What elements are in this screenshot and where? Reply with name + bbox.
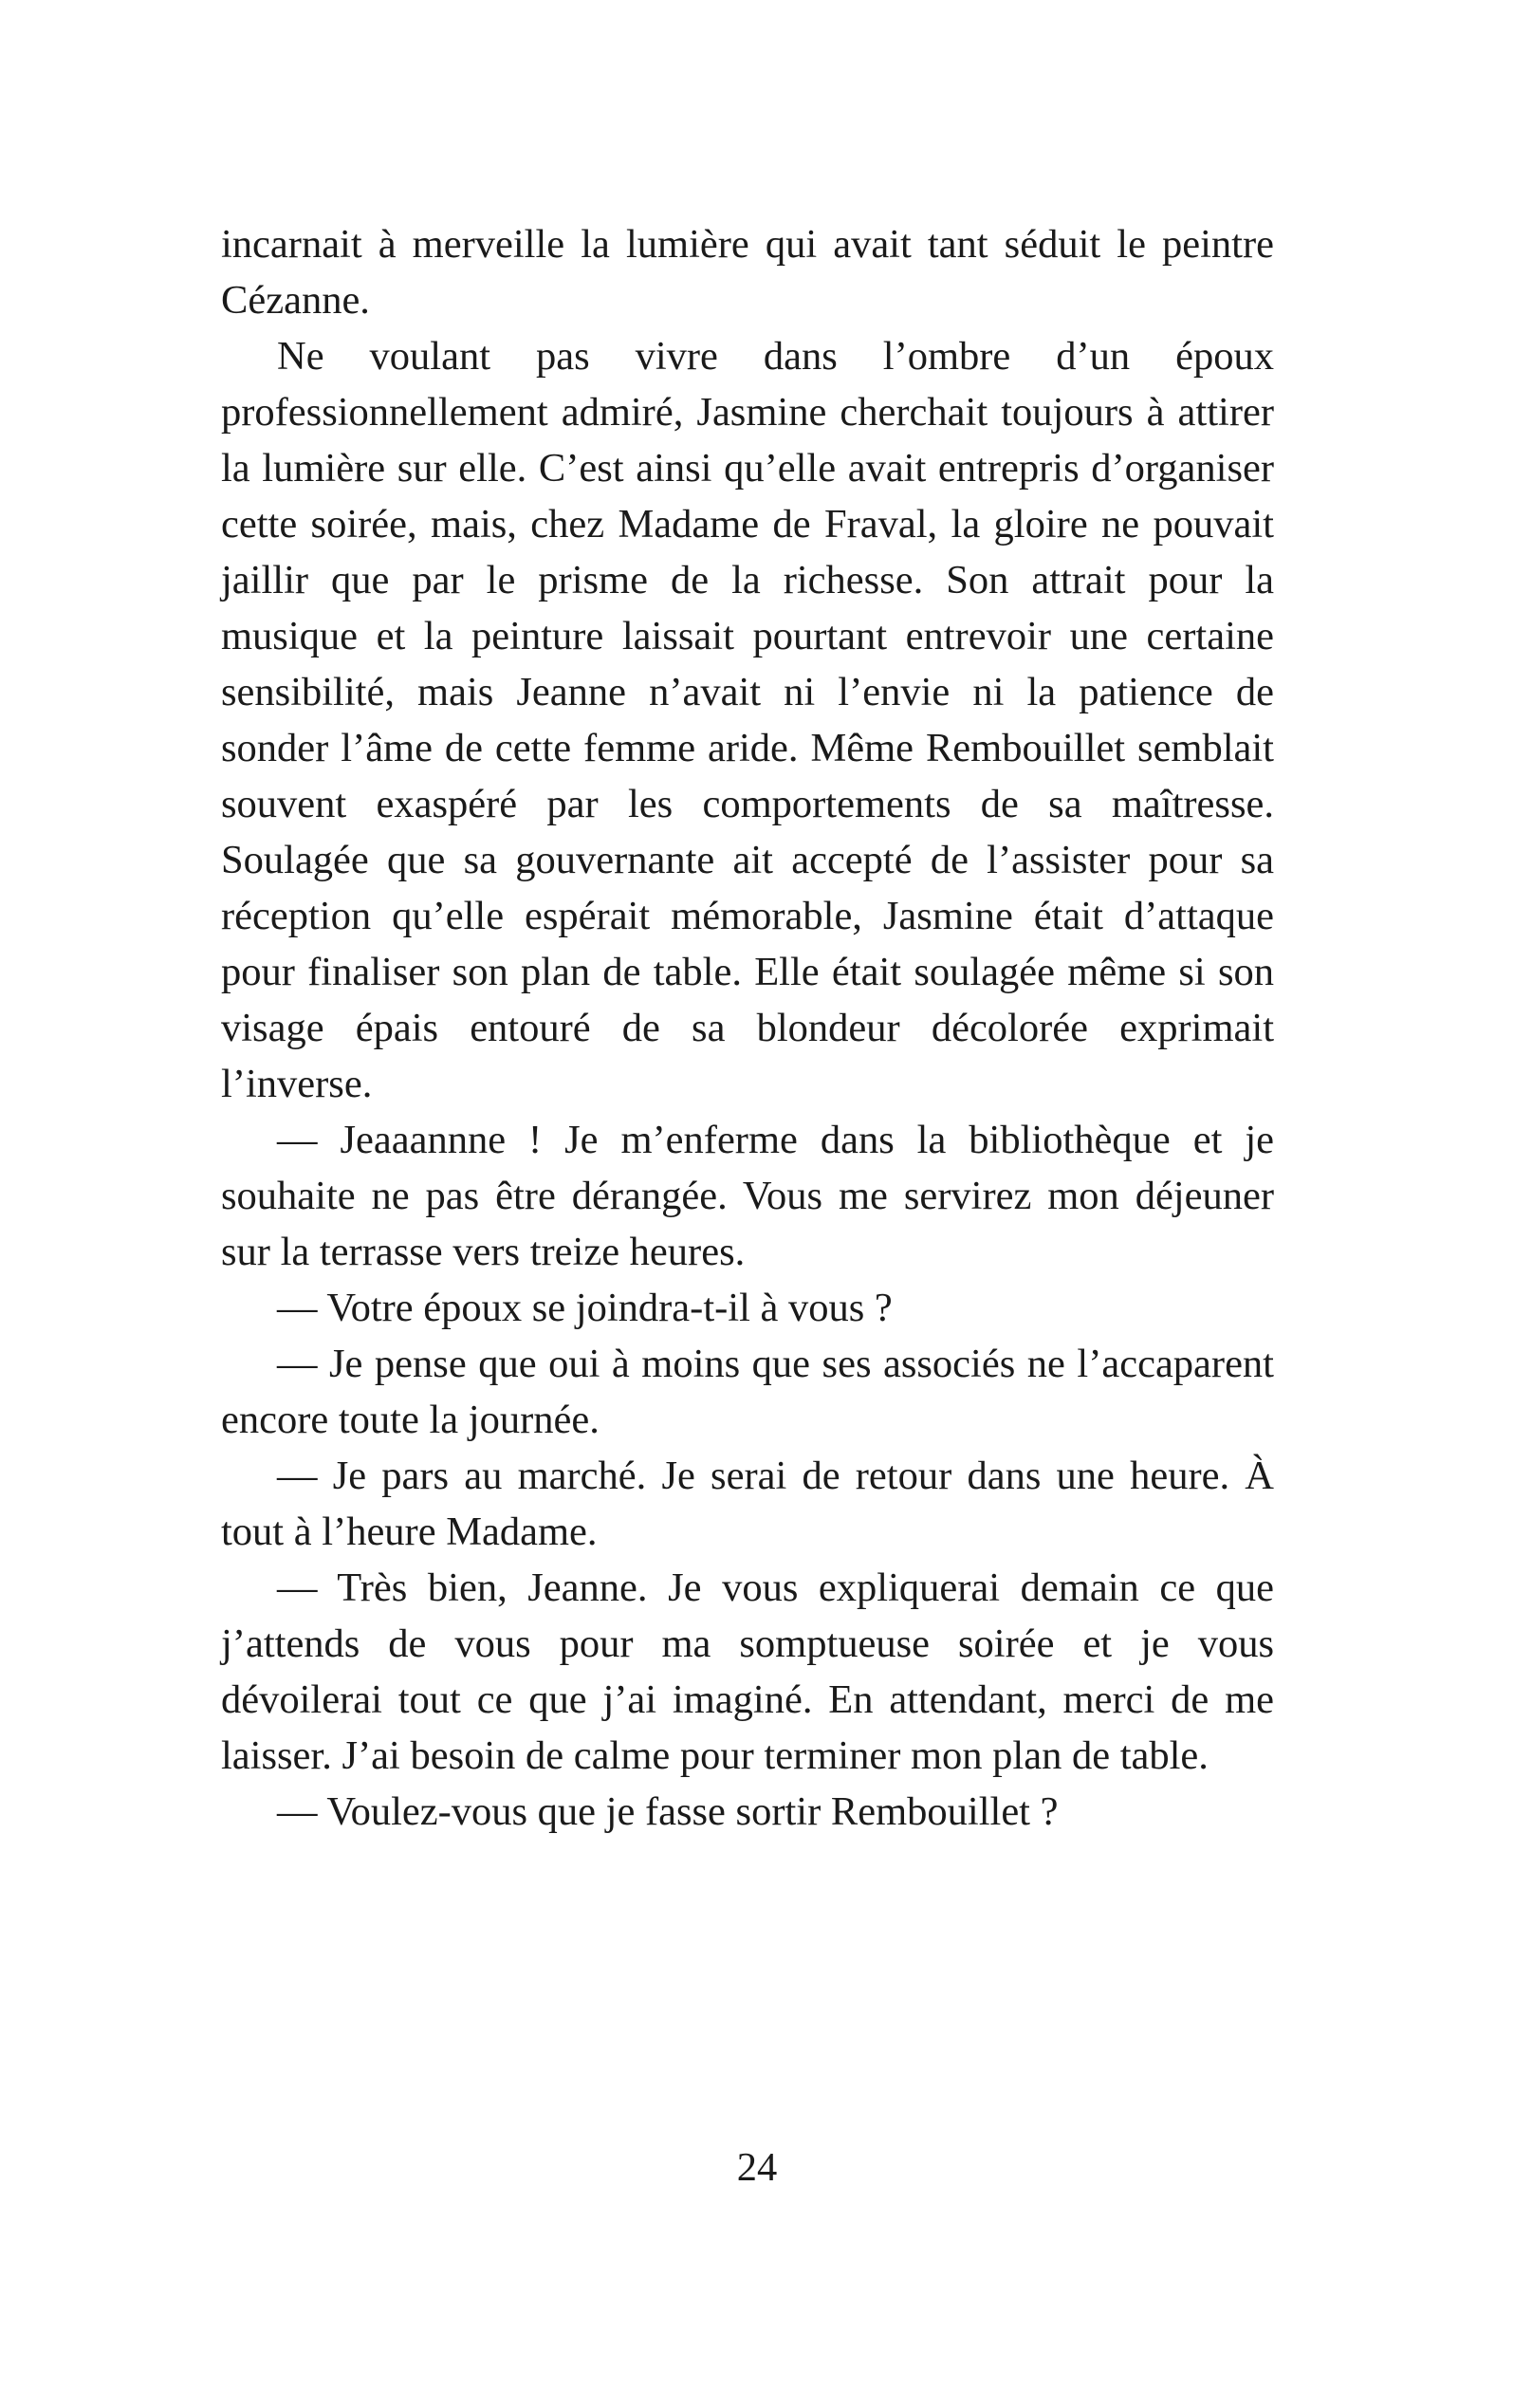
page-body [221,216,1274,1840]
page-number: 24 [736,2145,778,2190]
dialogue-line: — Je pense que oui à moins que ses associés ne l’accaparent encore toute la journée. [221,1342,1274,1442]
dialogue-line: — Votre époux se joindra-t-il à vous ? [277,1286,893,1330]
dialogue-line: — Je pars au marché. Je serai de retour dans une heure. À tout à l’heure Madame. [221,1454,1274,1554]
dialogue-line: — Très bien, Jeanne. Je vous expliquerai demain ce que j’attends de vous pour ma somptueuse soirée et je vous dévoilerai tout ce que j’ai imaginé. En attendant, merci de me laisser. J’ai besoin de calme pour terminer mon plan de table. [221,1565,1274,1778]
paragraph-jasmine-description: Ne voulant pas vivre dans l’ombre d’un époux professionnellement admiré, Jasmine cherchait toujours à attirer la lumière sur elle. C’est ainsi qu’elle avait entrepris d’organiser cette soirée, mais, chez Madame de Fraval, la gloire ne pouvait jaillir que par le prisme de la richesse. Son attrait pour la musique et la peinture laissait pourtant entrevoir une certaine sensibilité, mais Jeanne n’avait ni l’envie ni la patience de sonder l’âme de cette femme aride. Même Rembouillet semblait souvent exaspéré par les comportements de sa maîtresse. Soulagée que sa gouvernante ait accepté de l’assister pour sa réception qu’elle espérait mémorable, Jasmine était d’attaque pour finaliser son plan de table. Elle était soulagée même si son visage épais entouré de sa blondeur décolorée exprimait l’inverse. [221,334,1274,1106]
dialogue-line: — Voulez-vous que je fasse sortir Rembouillet ? [277,1789,1059,1834]
paragraph-continuation: incarnait à merveille la lumière qui avait tant séduit le peintre Cézanne. [221,222,1274,323]
dialogue-line: — Jeaaannne ! Je m’enferme dans la bibliothèque et je souhaite ne pas être dérangée. Vous me servirez mon déjeuner sur la terrasse vers treize heures. [221,1118,1274,1274]
